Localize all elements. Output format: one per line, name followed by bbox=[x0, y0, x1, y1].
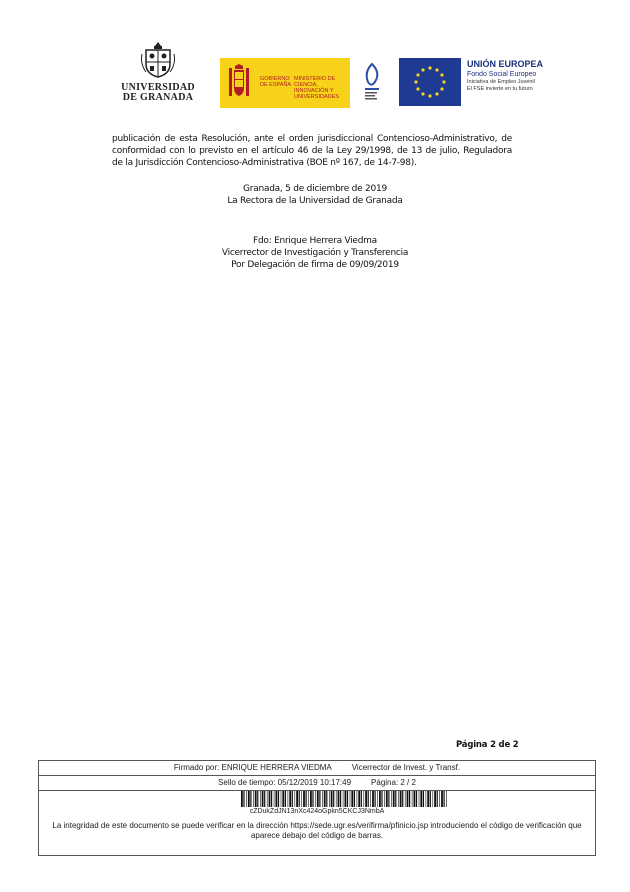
signer-role: Vicerrector de Invest. y Transf. bbox=[351, 763, 461, 772]
ugr-name-line2: DE GRANADA bbox=[122, 92, 194, 103]
delegation-line: Por Delegación de firma de 09/09/2019 bbox=[231, 260, 399, 270]
spain-shield-icon bbox=[226, 64, 252, 102]
eu-line1: Iniciativa de Empleo Juvenil bbox=[467, 79, 535, 85]
verification-code: cZDukZdJN13nXc424oGpkn5CKCJ3NmbA bbox=[249, 808, 385, 815]
eu-fund: Fondo Social Europeo bbox=[467, 71, 537, 78]
signed-by-line: Fdo: Enrique Herrera Viedma bbox=[253, 236, 377, 246]
header-logos bbox=[0, 40, 630, 110]
ministry-label: MINISTERIO DE CIENCIA, INNOVACIÓN Y UNIVERSIDADES bbox=[294, 76, 339, 100]
page-number: Página 2 de 2 bbox=[456, 740, 519, 750]
ugr-logo bbox=[118, 40, 198, 106]
gobierno-label: GOBIERNO DE ESPAÑA bbox=[260, 76, 292, 88]
barcode-icon bbox=[241, 791, 449, 807]
ugr-name-line1: UNIVERSIDAD bbox=[121, 82, 195, 93]
signer-row bbox=[39, 761, 595, 776]
eu-text-block bbox=[467, 59, 587, 93]
aei-logo-icon bbox=[362, 60, 382, 108]
verification-text[interactable]: La integridad de este documento se puede verificar en la dirección https://sede.ugr.es/verifirma/pfinicio.jsp introduciendo el código de verificación que aparece debajo del código de barras. bbox=[52, 821, 582, 840]
eu-line2: El FSE invierte en tu futuro bbox=[467, 86, 533, 92]
timestamp-row bbox=[39, 776, 595, 791]
signer-name: Firmado por: ENRIQUE HERRERA VIEDMA bbox=[173, 763, 332, 772]
timestamp: Sello de tiempo: 05/12/2019 10:17:49 bbox=[218, 778, 352, 787]
gobierno-logo bbox=[220, 58, 350, 108]
date-line: Granada, 5 de diciembre de 2019 bbox=[243, 184, 387, 194]
signature-box bbox=[38, 760, 596, 856]
resolution-paragraph: publicación de esta Resolución, ante el orden jurisdiccional Contencioso-Administrativo, de conformidad con lo previsto en el artículo 46 de la Ley 29/1998, de 13 de julio, Reguladora de la Jurisdicción Contencioso-Administrativa (BOE nº 167, de 14-7-98). bbox=[112, 134, 512, 168]
eu-flag bbox=[399, 58, 461, 106]
rector-line: La Rectora de la Universidad de Granada bbox=[227, 196, 403, 206]
ugr-crest-icon bbox=[138, 40, 178, 78]
page-short: Página: 2 / 2 bbox=[371, 778, 416, 787]
eu-stars-icon bbox=[399, 58, 461, 106]
eu-title: UNIÓN EUROPEA bbox=[467, 59, 544, 69]
position-line: Vicerrector de Investigación y Transferencia bbox=[221, 248, 409, 258]
